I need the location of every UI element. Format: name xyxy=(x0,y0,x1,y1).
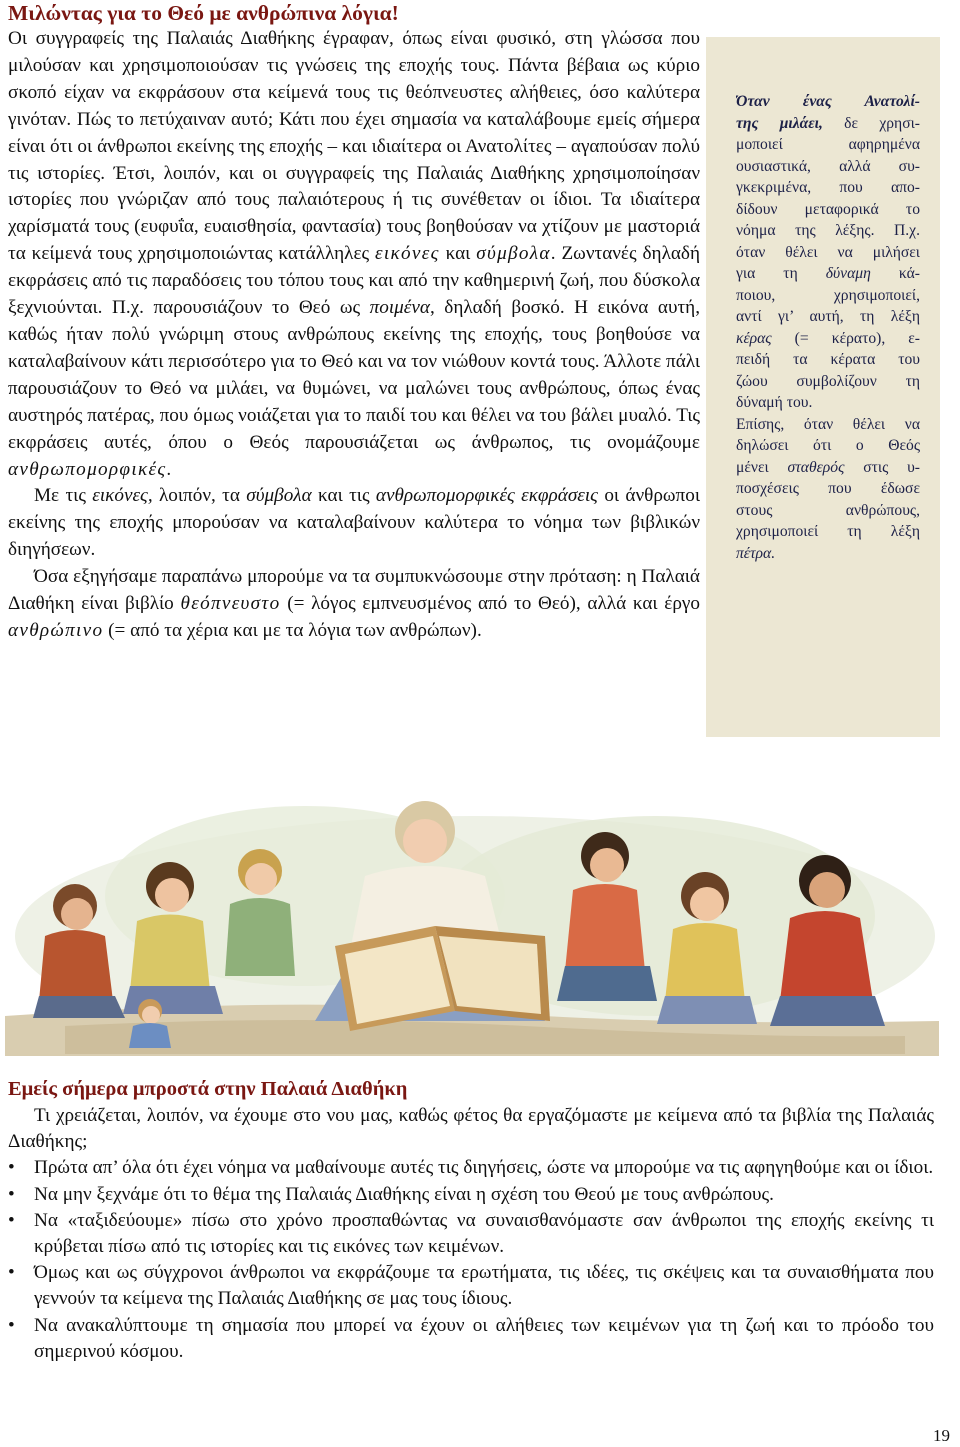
bullet-icon: • xyxy=(8,1183,15,1205)
list-item: • Να «ταξιδεύουμε» πίσω στο χρόνο προσπαθώντας να συναισθανόμαστε σαν άνθρωποι της εποχής εκείνης τι κρύβεται πίσω από τις ιστορίες και τις εικόνες των κειμένων. xyxy=(8,1209,934,1258)
bullet-icon: • xyxy=(8,1157,15,1179)
sidebar-line: της μιλάει, δε χρησι- xyxy=(736,114,920,132)
bullet-icon: • xyxy=(8,1314,15,1336)
bullet-icon: • xyxy=(8,1209,15,1231)
sidebar-line: Επίσης, όταν θέλει να xyxy=(736,415,920,433)
sidebar-line: αντί γι’ αυτή, τη λέξη xyxy=(736,308,920,325)
sidebar-line: κέρας (= κέρατο), ε- xyxy=(736,329,920,347)
section-heading: Εμείς σήμερα μπροστά στην Παλαιά Διαθήκη xyxy=(8,1078,408,1100)
sidebar-line: ζώου συμβολίζουν τη xyxy=(736,372,920,390)
paragraph-2: Με τις εικόνες, λοιπόν, τα σύμβολα και τις ανθρωπομορφικές εκφράσεις οι άνθρωποι εκείνης της εποχής μπορούσαν να καταλαβαίνουν καλύτερα το νόημα των βιβλικών διηγήσεων. xyxy=(8,485,700,561)
sidebar-line: όταν θέλει να μιλήσει xyxy=(736,243,920,261)
list-item: • Όμως και ως σύγχρονοι άνθρωποι να εκφράζουμε τα ερωτήματα, τις ιδέες, τις σκέψεις και τα συναισθήματα που γεννούν τα κείμενα της Παλαιάς Διαθήκης σε μας τους ίδιους. xyxy=(8,1262,934,1310)
sidebar-line: στους ανθρώπους, xyxy=(736,501,920,519)
storytelling-illustration xyxy=(5,786,939,1056)
sidebar-line: για τη δύναμη κά- xyxy=(736,265,920,282)
sidebar-line: ουσιαστικά, αλλά συ- xyxy=(736,157,920,175)
paragraph-3: Όσα εξηγήσαμε παραπάνω μπορούμε να τα συμπυκνώσουμε στην πρόταση: η Παλαιά Διαθήκη είναι βιβλίο θεόπνευστο (= λόγος εμπνευσμένος από το Θεό), αλλά και έργο ανθρώπινο (= από τα χέρια και με τα λόγια των ανθρώπων). xyxy=(8,566,700,641)
sidebar-line: μένει σταθερός στις υ- xyxy=(736,458,920,476)
paragraph-1: Οι συγγραφείς της Παλαιάς Διαθήκης έγραφαν, όπως είναι φυσικό, στη γλώσσα που μιλούσαν και χρησιμοποιούσαν τις γνώσεις της εποχής τους. Πάντα βέβαια ως κύριο σκοπό είχαν να εκφράσουν στα κείμενά τους τις θεόπνευστες αλήθειες, όσο καλύτερα γινόταν. Πώς το πετύχαιναν αυτό; Κάτι που έχει σημασία να καταλάβουμε εμείς σήμερα είναι ότι οι άνθρωποι εκείνης της εποχής – και ιδιαίτερα οι Ανατολίτες – αγαπούσαν πολύ τις ιστορίες. Έτσι, λοιπόν, και οι συγγραφείς της Παλαιάς Διαθήκης χρησιμοποίησαν ιστορίες που γνώριζαν από τους παλαιότερους ή τις συνέθεταν οι ίδιοι. Τα ιδιαίτερα χαρίσματά τους (ευφυΐα, ευαισθησία, φαντασία) τους βοηθούσαν να χτίζουν με μαστοριά τα κείμενά τους χρησιμοποιώντας κατάλληλες εικόνες και σύμβολα. Ζωντανές δηλαδή εκφράσεις από τις παραδόσεις του τόπου τους και από την καθημερινή ζωή, που δύσκολα ξεχνιούνται. Π.χ. παρουσιάζουν το Θεό ως ποιμένα, δηλαδή βοσκό. Η εικόνα αυτή, καθώς ήταν πολύ γνώριμη στους ανθρώπους εκείνης της εποχής, τους βοηθούσε να καταλαβαίνουν κάτι περισσότερο για το Θεό και να τον νιώθουν κοντά τους. Άλλοτε πάλι παρουσιάζουν το Θεό να μιλάει, να θυμώνει, να μαλώνει τους ανθρώπους, όπως ένας αυστηρός πατέρας, που όμως νοιάζεται για το παιδί του και θέλει να του βάλει μυαλό. Τις εκφράσεις αυτές, όπου ο Θεός παρουσιάζεται ως άνθρωπος, τις ονομάζουμε ανθρωπομορφικές. xyxy=(8,28,700,480)
sidebar-line: μοποιεί αφηρημένα xyxy=(736,136,920,153)
sidebar-line: δύναμή του. xyxy=(736,394,813,411)
sidebar-line: δηλώσει ότι ο Θεός xyxy=(736,437,920,454)
section-body xyxy=(8,1103,934,1365)
sidebar-line: χρησιμοποιεί τη λέξη xyxy=(736,523,920,540)
list-item: • Να μην ξεχνάμε ότι το θέμα της Παλαιάς Διαθήκης είναι η σχέση του Θεού με τους ανθρώπους. xyxy=(8,1182,934,1208)
sidebar-line: νόημα της λέξης. Π.χ. xyxy=(736,222,920,239)
bullet-icon: • xyxy=(8,1262,15,1284)
sidebar-line: πειδή τα κέρατα του xyxy=(736,351,920,368)
sidebar-line: Όταν ένας Ανατολί- xyxy=(736,93,920,110)
page-number: 19 xyxy=(933,1426,950,1445)
main-text xyxy=(8,26,700,645)
list-item: • Να ανακαλύπτουμε τη σημασία που μπορεί να έχουν οι αλήθειες των κειμένων για τη ζωή και το πρόοδο του σημερινού κόσμου. xyxy=(8,1314,934,1362)
bullet-list xyxy=(8,1155,934,1365)
sidebar-line: ποιου, χρησιμοποιεί, xyxy=(736,286,920,304)
section-intro: Τι χρειάζεται, λοιπόν, να έχουμε στο νου μας, καθώς φέτος θα εργαζόμαστε με κείμενα από τα βιβλία της Παλαιάς Διαθήκης; xyxy=(8,1105,934,1153)
list-item: • Πρώτα απ’ όλα ότι έχει νόημα να μαθαίνουμε αυτές τις διηγήσεις, ώστε να μπορούμε να τις αφηγηθούμε και οι ίδιοι. xyxy=(8,1155,934,1181)
page-title: Μιλώντας για το Θεό με ανθρώπινα λόγια! xyxy=(8,1,399,25)
sidebar-line: δίδουν μεταφορικά το xyxy=(736,200,920,218)
sidebar-note xyxy=(706,37,940,737)
sidebar-line: γκεκριμένα, που απο- xyxy=(736,179,920,196)
sidebar-line: πέτρα. xyxy=(736,544,776,562)
sidebar-line: ποσχέσεις που έδωσε xyxy=(736,480,920,497)
